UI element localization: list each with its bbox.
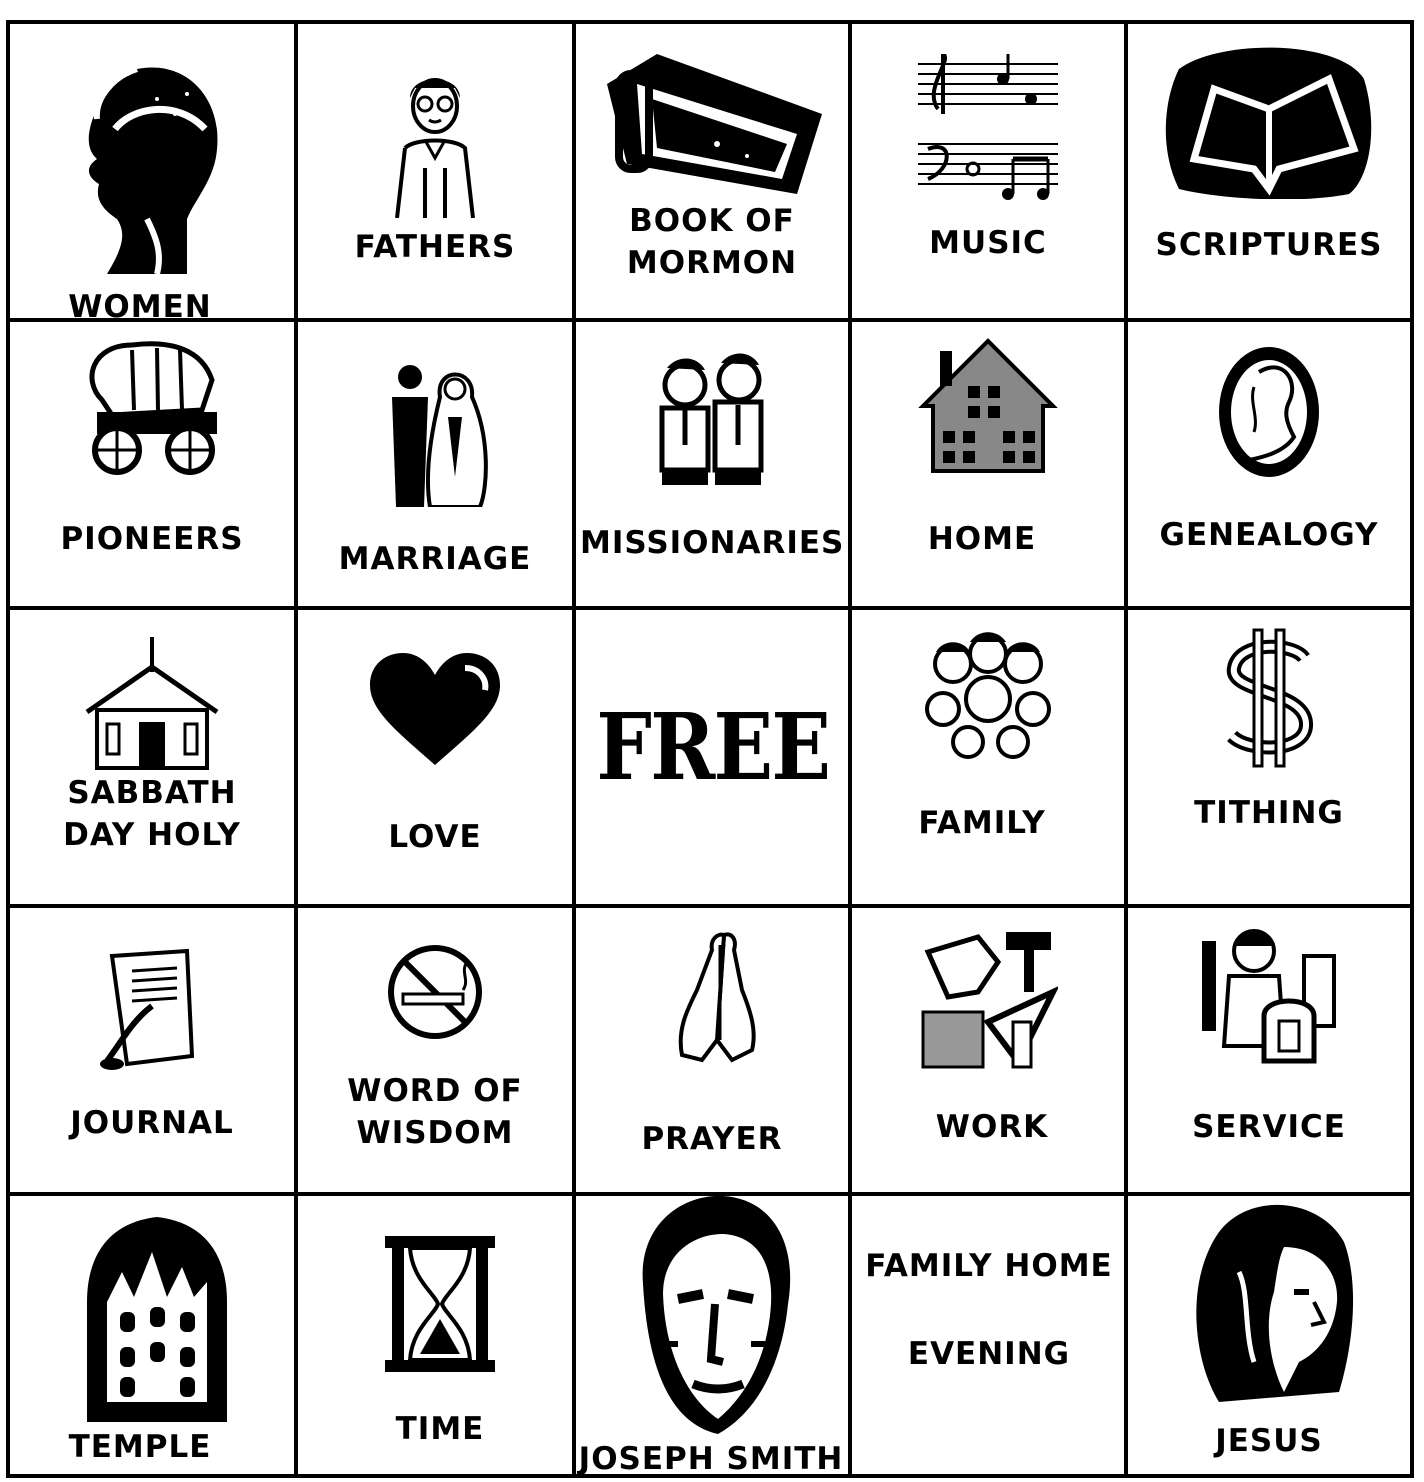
cell-joseph-smith[interactable]	[576, 1192, 850, 1480]
cell-time[interactable]	[308, 1196, 572, 1478]
free-space-text: FREE	[596, 693, 830, 801]
covered-wagon-icon	[72, 340, 232, 480]
cell-label: TIME	[395, 1411, 485, 1447]
cell-scriptures[interactable]	[1128, 24, 1410, 308]
joseph-smith-portrait-icon	[623, 1194, 803, 1436]
cell-missionaries[interactable]	[576, 320, 848, 604]
temple-icon	[72, 1212, 242, 1430]
cell-label: SCRIPTURES	[1155, 227, 1383, 263]
cell-tithing[interactable]	[1128, 600, 1410, 886]
cell-label: PRAYER	[641, 1121, 783, 1157]
cell-label: LOVE	[388, 819, 482, 855]
cell-label: PIONEERS	[60, 521, 244, 557]
father-figure-icon	[385, 68, 485, 218]
cell-pioneers[interactable]	[10, 322, 294, 606]
cell-free[interactable]	[576, 608, 848, 900]
cell-sabbath-day-holy[interactable]	[10, 610, 294, 906]
work-tools-icon	[918, 922, 1058, 1072]
cell-love[interactable]	[298, 610, 572, 900]
missionaries-icon	[647, 350, 777, 490]
cell-fathers[interactable]	[298, 24, 572, 318]
cell-label: BOOK OF MORMON	[626, 203, 798, 281]
cameo-portrait-icon	[1214, 342, 1324, 482]
service-helper-icon	[1194, 926, 1344, 1066]
cell-label: FAMILY	[918, 805, 1046, 841]
cell-label: WORK	[935, 1109, 1049, 1145]
family-group-icon	[918, 624, 1058, 764]
cell-genealogy[interactable]	[1128, 312, 1410, 596]
cell-label: MISSIONARIES	[580, 525, 845, 561]
cell-label: GENEALOGY	[1159, 517, 1379, 553]
book-of-mormon-icon	[597, 44, 827, 204]
open-book-icon	[1159, 39, 1379, 199]
cell-women[interactable]	[10, 24, 294, 325]
chapel-icon	[77, 632, 227, 772]
cell-label: SERVICE	[1192, 1109, 1346, 1145]
cell-label: TITHING	[1194, 795, 1344, 831]
cell-family-home-evening[interactable]	[854, 1188, 1124, 1480]
cell-service[interactable]	[1128, 890, 1410, 1186]
cell-marriage[interactable]	[298, 322, 572, 606]
house-icon	[918, 336, 1058, 476]
jesus-profile-icon	[1179, 1192, 1359, 1420]
cell-book-of-mormon[interactable]	[576, 24, 848, 316]
cell-label: FATHERS	[354, 229, 516, 265]
cell-label: WORD OF WISDOM	[347, 1073, 523, 1151]
cell-prayer[interactable]	[576, 904, 848, 1192]
cell-temple[interactable]	[10, 1198, 304, 1480]
woman-head-profile-icon	[77, 59, 227, 274]
bride-and-groom-icon	[380, 357, 490, 507]
music-staff-icon	[913, 54, 1063, 204]
cell-label: FAMILY HOME EVENING	[865, 1248, 1113, 1372]
cell-label: JOURNAL	[70, 1105, 234, 1141]
cell-jesus[interactable]	[1128, 1186, 1410, 1480]
cell-label: JOSEPH SMITH	[578, 1441, 844, 1477]
cell-music[interactable]	[852, 24, 1124, 312]
cell-label: MUSIC	[929, 225, 1047, 261]
cell-work[interactable]	[852, 900, 1124, 1192]
cell-label: TEMPLE	[68, 1429, 212, 1465]
cell-label: SABBATH DAY HOLY	[63, 775, 241, 853]
hourglass-icon	[380, 1234, 500, 1374]
cell-home[interactable]	[852, 316, 1124, 600]
cell-label: WOMEN	[68, 289, 212, 325]
scroll-and-quill-icon	[92, 946, 212, 1076]
praying-hands-icon	[662, 930, 762, 1070]
dollar-sign-icon	[1214, 628, 1324, 768]
cell-journal[interactable]	[10, 910, 294, 1194]
no-smoking-icon	[385, 942, 485, 1042]
heart-icon	[365, 650, 505, 770]
cell-word-of-wisdom[interactable]	[298, 904, 572, 1194]
cell-label: MARRIAGE	[338, 541, 532, 577]
cell-label: JESUS	[1215, 1423, 1323, 1459]
cell-label: HOME	[927, 521, 1037, 557]
cell-family[interactable]	[852, 604, 1124, 896]
